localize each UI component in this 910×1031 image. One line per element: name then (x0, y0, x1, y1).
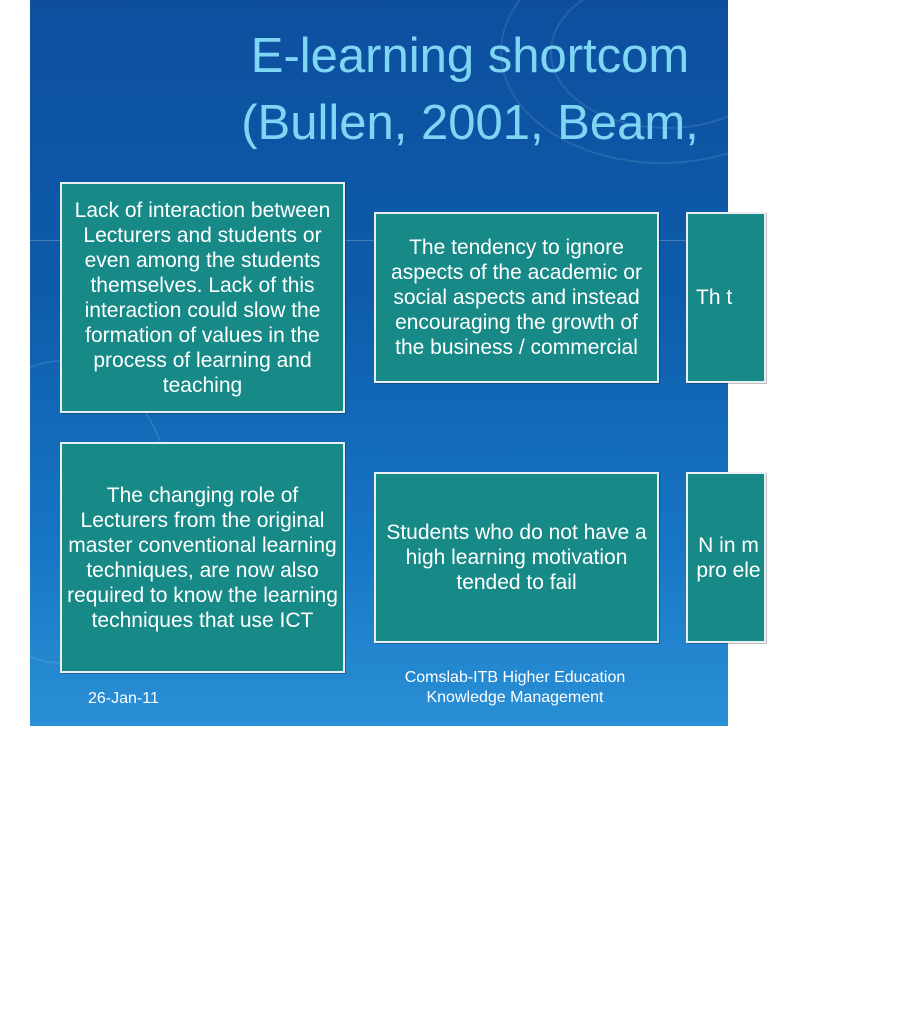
footer-org-line-1: Comslab-ITB Higher Education (404, 669, 626, 686)
slide-title-line-1: E-learning shortcom (250, 29, 690, 83)
shortcoming-box-clipped-top: Th t (686, 212, 766, 383)
shortcoming-box-commercial: The tendency to ignore aspects of the academic or social aspects and instead encouraging the growth of the business / commercial (374, 212, 659, 383)
shortcoming-box-interaction: Lack of interaction between Lecturers and students or even among the students themselves. Lack of this interaction could slow the formation of values in the process of learning and teaching (60, 182, 345, 413)
shortcoming-box-clipped-bottom: N in m pro ele (686, 472, 766, 643)
shortcoming-box-role: The changing role of Lecturers from the original master conventional learning techniques, are now also required to know the learning techniques that use ICT (60, 442, 345, 673)
footer-org-line-2: Knowledge Management (426, 689, 604, 706)
footer-date: 26-Jan-11 (88, 690, 159, 707)
slide (30, 0, 761, 726)
shortcoming-box-motivation: Students who do not have a high learning motivation tended to fail (374, 472, 659, 643)
slide-title-line-2: (Bullen, 2001, Beam, (241, 96, 699, 150)
